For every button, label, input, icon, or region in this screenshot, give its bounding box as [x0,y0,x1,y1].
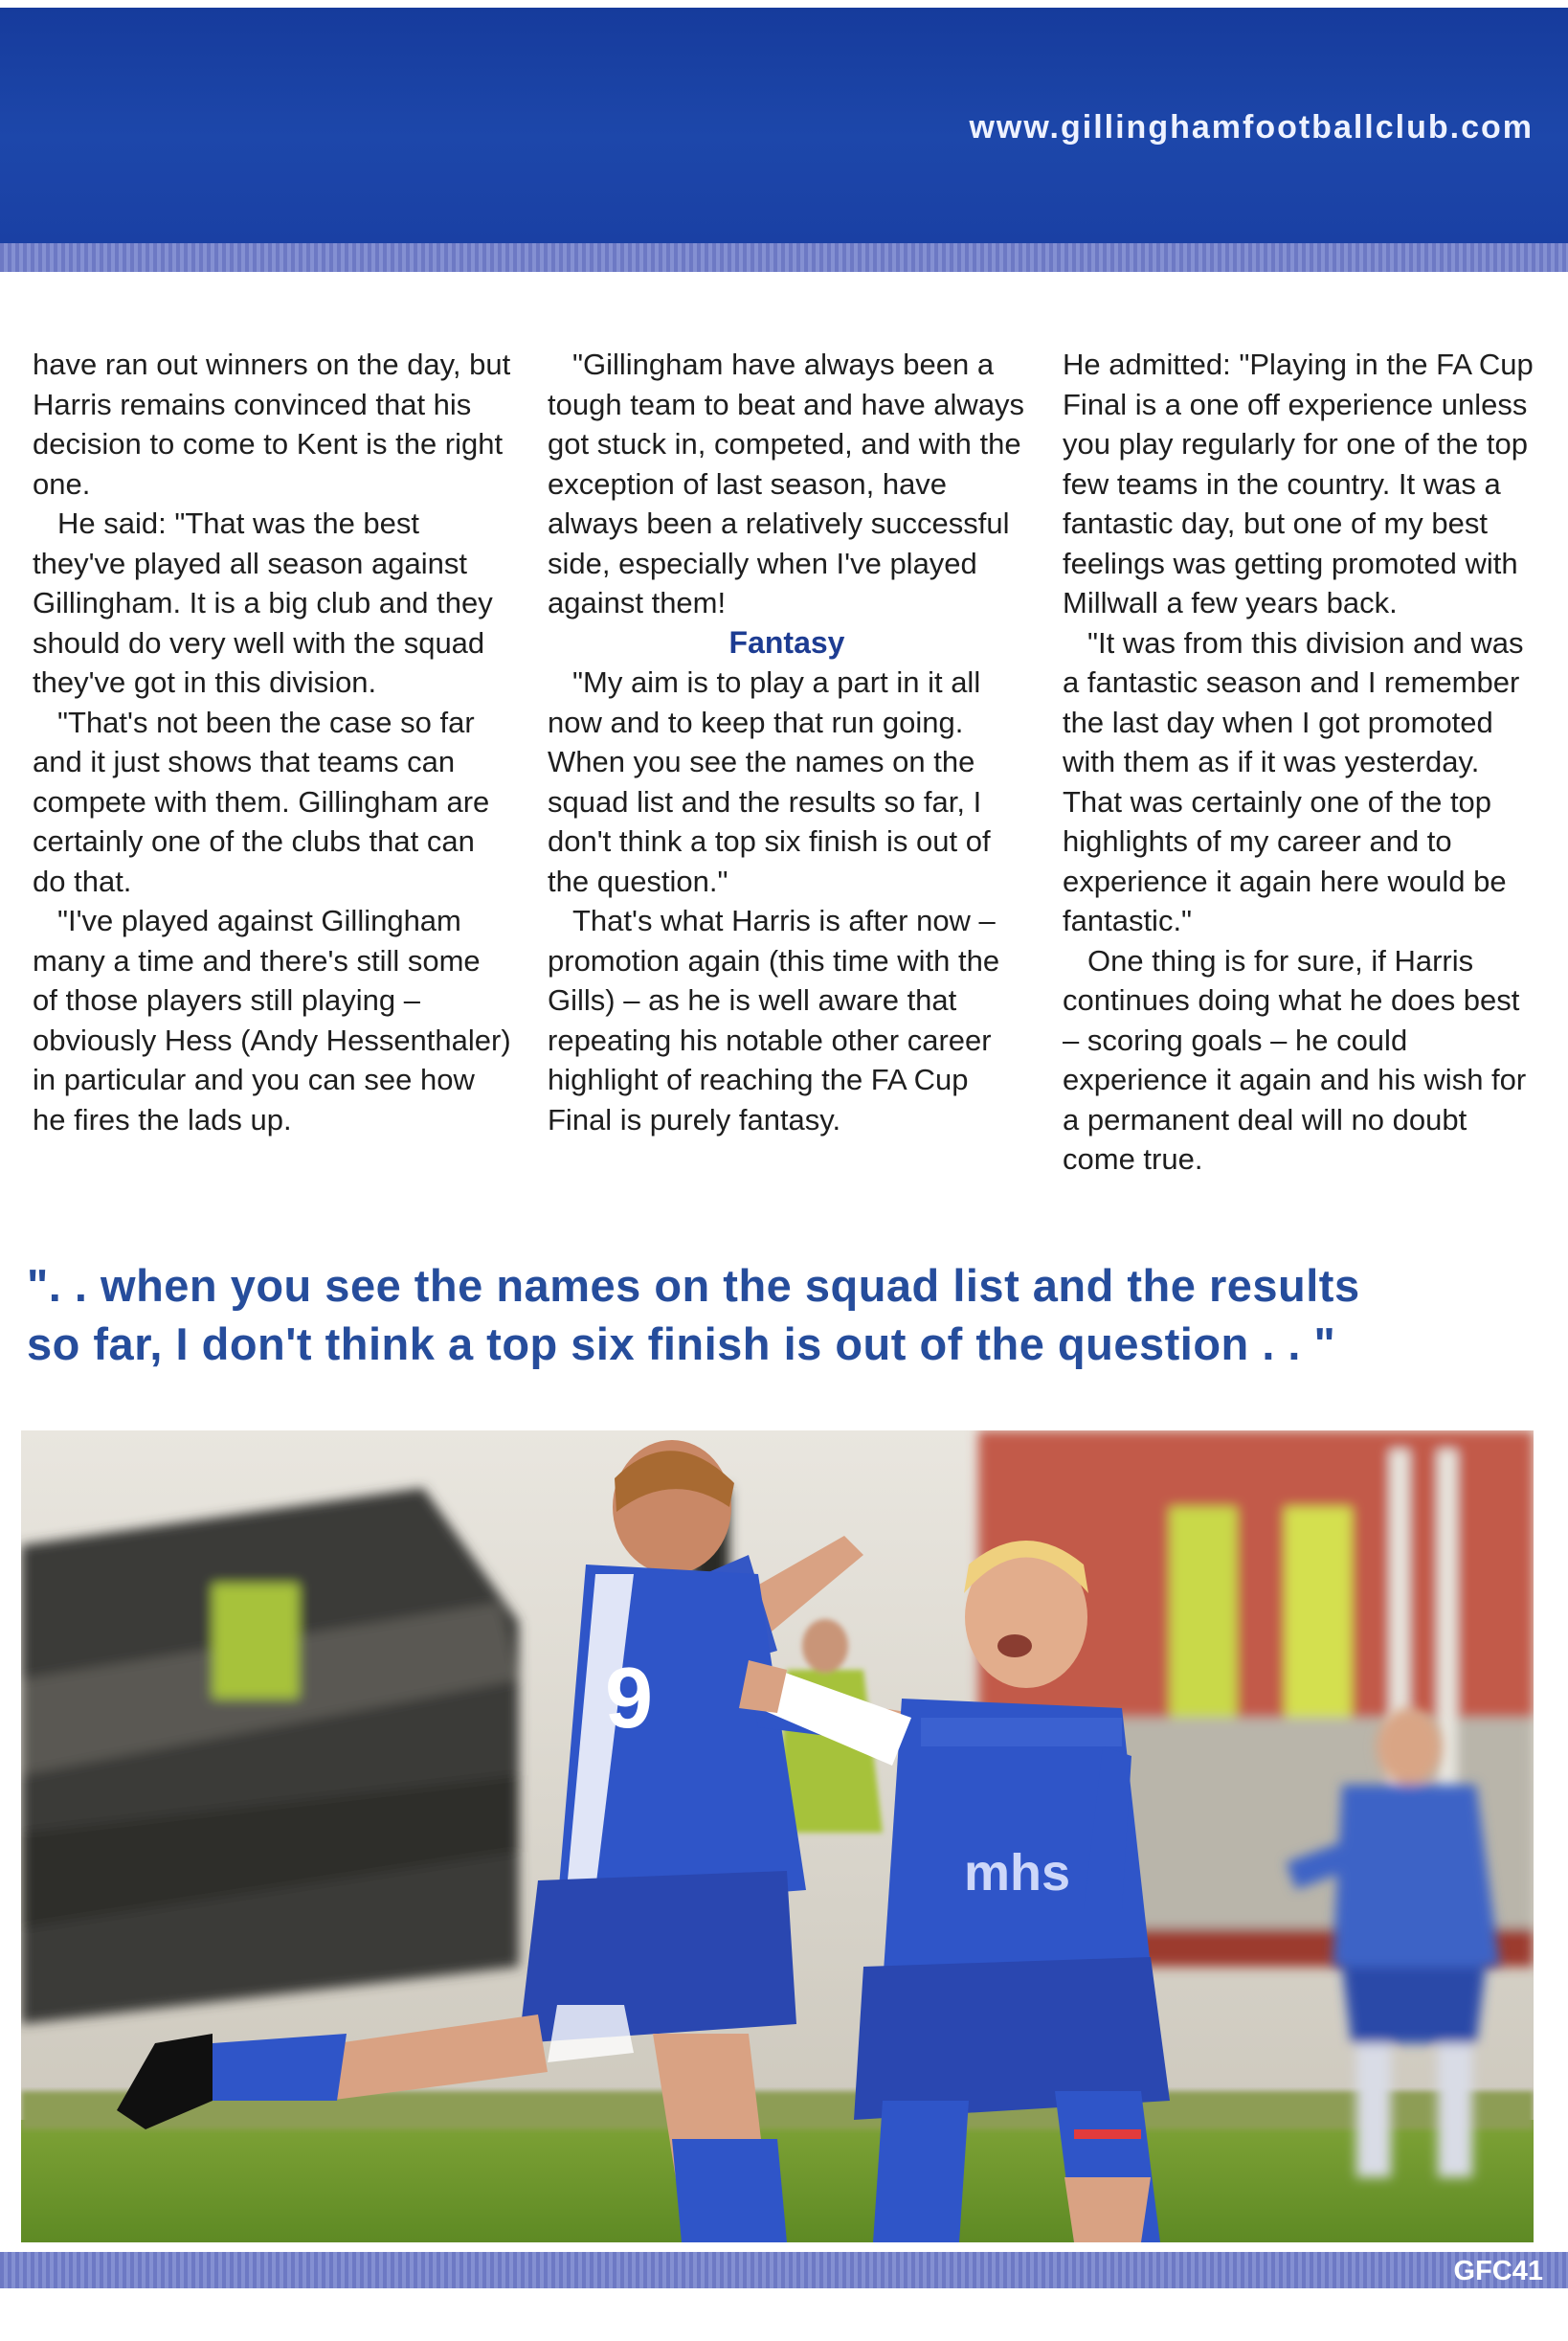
paragraph: He admitted: "Playing in the FA Cup Final is a one off experience unless you play regularly for one of the top few teams in the country. It was a fantastic day, but one of my best feelings was getting promoted with Millwall a few years back. [1063,348,1534,619]
celebration-photo-illustration [21,1430,1534,2242]
subheading: Fantasy [728,624,845,660]
paragraph: He said: "That was the best they've played all season against Gillingham. It is a big club and they should do very well with the squad they've got in this division. [33,506,493,699]
paragraph: "Gillingham have always been a tough team to beat and have always got stuck in, competed, and with the exception of last season, have always been a relatively successful side, especially when I've played against them! [548,348,1025,619]
page-edge [0,0,1568,8]
match-photo [21,1430,1534,2242]
header-banner [0,8,1568,243]
paragraph: have ran out winners on the day, but Harris remains convinced that his decision to come to Kent is the right one. [33,348,511,501]
paragraph: One thing is for sure, if Harris continues doing what he does best – scoring goals – he could experience it again and his wish for a permanent deal will no doubt come true. [1063,943,1527,1176]
pull-quote-line: so far, I don't think a top six finish is out of the question . . " [27,1318,1336,1369]
pull-quote [27,1256,1539,1373]
shirt-sponsor: mhs [964,1844,1071,1902]
page-number: GFC41 [1453,2256,1543,2286]
article-column-2 [548,345,1026,1139]
paragraph: "My aim is to play a part in it all now and to keep that run going. When you see the names on the squad list and the results so far, I don't think a top six finish is out of the question." [548,665,991,898]
header-stripe [0,243,1568,272]
shirt-number: 9 [605,1651,654,1746]
website-url[interactable]: www.gillinghamfootballclub.com [969,109,1534,146]
paragraph: "It was from this division and was a fantastic season and I remember the last day when I got promoted with them as if it was yesterday. That was certainly one of the top highlights of my career and to experience it again here would be fantastic." [1063,625,1524,937]
article-column-3 [1063,345,1541,1180]
footer-stripe [0,2252,1568,2288]
paragraph: "I've played against Gillingham many a time and there's still some of those players still playing – obviously Hess (Andy Hessenthaler) in particular and you can see how he fires the lads up. [33,904,511,1137]
paragraph: That's what Harris is after now – promotion again (this time with the Gills) – as he is well aware that repeating his notable other career highlight of reaching the FA Cup Final is purely fantasy. [548,904,1000,1137]
paragraph: "That's not been the case so far and it just shows that teams can compete with them. Gillingham are certainly one of the clubs that can do that. [33,705,490,898]
pull-quote-line: ". . when you see the names on the squad list and the results [27,1260,1360,1311]
article-column-1 [33,345,511,1139]
